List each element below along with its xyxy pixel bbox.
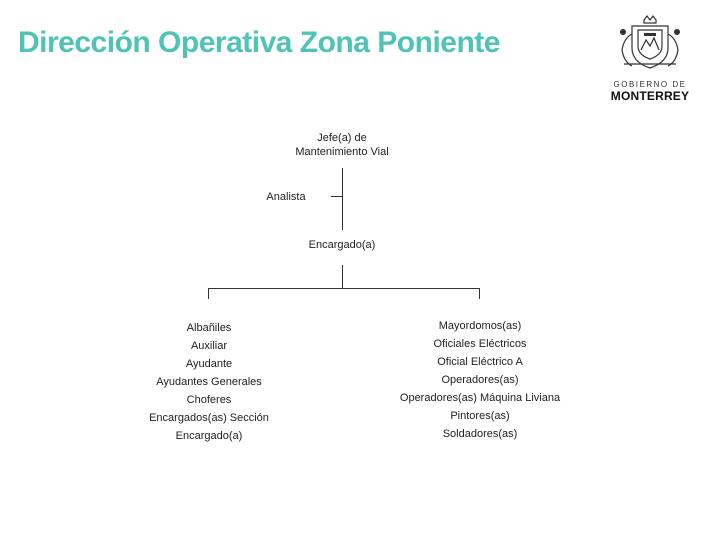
list-item: Oficial Eléctrico A (437, 356, 523, 368)
list-item: Ayudante (185, 358, 233, 370)
left-staff-list (109, 319, 309, 445)
list-item: Albañiles (186, 322, 232, 334)
node-jefe-line2: Mantenimiento Vial (295, 146, 389, 158)
node-encargado: Encargado(a) (308, 239, 376, 251)
connector-left-drop (208, 288, 209, 299)
list-item: Auxiliar (190, 340, 228, 352)
list-item: Soldadores(as) (442, 428, 518, 440)
list-item: Operadores(as) Máquina Liviana (399, 392, 561, 404)
list-item: Encargado(a) (175, 430, 243, 442)
logo-subtitle: GOBIERNO DE (613, 80, 687, 89)
connector-root-vertical (342, 168, 343, 230)
connector-branch-horizontal (208, 288, 480, 289)
list-item: Ayudantes Generales (156, 376, 262, 388)
page-title: Dirección Operativa Zona Poniente (18, 26, 500, 59)
coat-of-arms-icon (610, 14, 690, 78)
logo-name: MONTERREY (610, 89, 690, 103)
list-item: Pintores(as) (450, 410, 510, 422)
right-staff-list (380, 317, 580, 443)
connector-analista-horizontal (331, 196, 343, 197)
list-item: Mayordomos(as) (438, 320, 522, 332)
node-jefe-line1: Jefe(a) de (317, 132, 367, 144)
list-item: Operadores(as) (441, 374, 519, 386)
government-logo (610, 14, 690, 104)
connector-mid-vertical (342, 265, 343, 289)
list-item: Oficiales Eléctricos (433, 338, 527, 350)
list-item: Choferes (186, 394, 232, 406)
node-analista: Analista (266, 191, 306, 203)
list-item: Encargados(as) Sección (149, 412, 269, 424)
node-jefe-mantenimiento-vial (272, 131, 412, 159)
connector-right-drop (479, 288, 480, 299)
